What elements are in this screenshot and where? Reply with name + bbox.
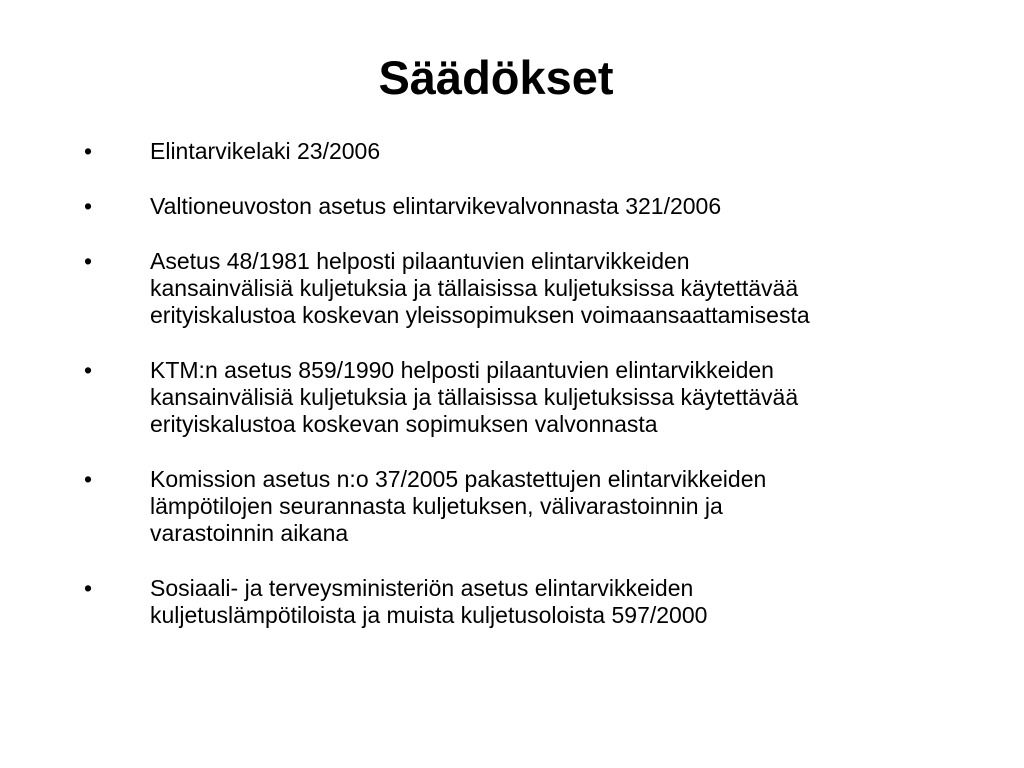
bullet-line: kansainvälisiä kuljetuksia ja tällaisissa kuljetuksissa käytettävää [150,275,799,301]
bullet-marker: • [84,248,93,274]
bullet-text [150,575,1008,629]
bullet-marker: • [84,357,93,383]
bullet-marker: • [84,466,93,492]
bullet-item [78,248,1008,329]
bullet-line: erityiskalustoa koskevan yleissopimuksen voimaansaattamisesta [150,302,810,328]
bullet-line: Asetus 48/1981 helposti pilaantuvien elintarvikkeiden [150,248,690,274]
bullet-text [150,193,1008,220]
bullet-item [78,193,1008,220]
bullet-item [78,575,1008,629]
bullet-item [78,357,1008,438]
bullet-line: varastoinnin aikana [150,520,349,546]
bullet-text [150,138,1008,165]
bullet-line: Komission asetus n:o 37/2005 pakastettujen elintarvikkeiden [150,466,767,492]
bullet-line: Valtioneuvoston asetus elintarvikevalvonnasta 321/2006 [150,193,722,219]
slide-title: Säädökset [378,51,614,104]
bullet-line: lämpötilojen seurannasta kuljetuksen, välivarastoinnin ja [150,493,723,519]
bullet-item [78,466,1008,547]
bullet-line: KTM:n asetus 859/1990 helposti pilaantuvien elintarvikkeiden [150,357,774,383]
bullet-marker: • [84,193,93,219]
bullet-line: kuljetuslämpötiloista ja muista kuljetusoloista 597/2000 [150,602,708,628]
bullet-marker: • [84,575,93,601]
bullet-item [78,138,1008,165]
bullet-text [150,248,1008,329]
bullet-line: erityiskalustoa koskevan sopimuksen valvonnasta [150,411,658,437]
bullet-text [150,466,1008,547]
bullet-text [150,357,1008,438]
bullet-line: kansainvälisiä kuljetuksia ja tällaisissa kuljetuksissa käytettävää [150,384,799,410]
bullet-list [78,138,1008,657]
bullet-line: Sosiaali- ja terveysministeriön asetus elintarvikkeiden [150,575,694,601]
bullet-marker: • [84,138,93,164]
bullet-line: Elintarvikelaki 23/2006 [150,138,381,164]
